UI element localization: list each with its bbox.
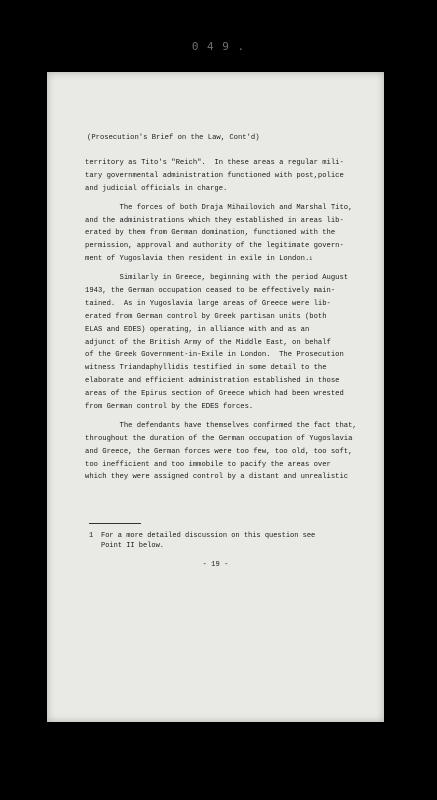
footnote-line: For a more detailed discussion on this question see <box>101 532 316 540</box>
page-number: - 19 - <box>202 561 229 569</box>
text-line: The defendants have themselves confirmed the fact that, <box>85 421 357 430</box>
text-line: adjunct of the British Army of the Middle East, on behalf <box>85 338 331 347</box>
footnote-divider <box>89 523 141 524</box>
frame-number: 0 4 9 . <box>191 40 246 53</box>
paragraph <box>85 420 377 484</box>
text-line: which they were assigned control by a distant and unrealistic <box>85 473 349 482</box>
text-line: and the administrations which they established in areas lib- <box>85 216 344 225</box>
text-line: 1943, the German occupation ceased to be effectively main- <box>85 287 336 296</box>
document-body <box>85 157 377 484</box>
text-line: The forces of both Draja Mihailovich and Marshal Tito, <box>85 203 353 212</box>
text-line: of the Greek Government-in-Exile in London. The Prosecution <box>85 351 344 360</box>
text-line: witness Triandaphyllidis testified in some detail to the <box>85 364 327 373</box>
text-line: permission, approval and authority of the legitimate govern- <box>85 242 344 251</box>
text-line: ment of Yugoslavia then resident in exile in London. <box>85 255 310 264</box>
document-header: (Prosecution's Brief on the Law, Cont'd) <box>87 134 260 142</box>
document-page <box>47 72 384 722</box>
text-line: too inefficient and too immobile to pacify the areas over <box>85 460 331 469</box>
paragraph <box>85 272 377 414</box>
text-line: areas of the Epirus section of Greece which had been wrested <box>85 390 344 399</box>
text-line: from German control by the EDES forces. <box>85 403 254 412</box>
text-line: tained. As in Yugoslavia large areas of Greece were lib- <box>85 299 331 308</box>
text-line: elaborate and efficient administration established in those <box>85 377 340 386</box>
text-line: tary governmental administration functioned with post,police <box>85 171 344 180</box>
footnote-text <box>101 532 351 551</box>
text-line: and judicial officials in charge. <box>85 184 228 193</box>
text-line: erated from German control by Greek partisan units (both <box>85 312 327 321</box>
text-line: and Greece, the German forces were too few, too old, too soft, <box>85 447 353 456</box>
text-line: Similarly in Greece, beginning with the period August <box>85 274 349 283</box>
text-line: territory as Tito's "Reich". In these areas a regular mili- <box>85 159 344 167</box>
footnote-reference[interactable]: 1 <box>309 256 313 263</box>
paragraph <box>85 202 377 266</box>
footnote-line: Point II below. <box>101 541 165 550</box>
paragraph <box>85 157 377 196</box>
text-line: throughout the duration of the German occupation of Yugoslavia <box>85 434 353 443</box>
text-line-with-footnote <box>85 253 377 266</box>
footnote-number: 1 <box>89 532 94 540</box>
text-line: ELAS and EDES) operating, in alliance with and as an <box>85 325 310 334</box>
text-line: erated by them from German domination, functioned with the <box>85 229 336 238</box>
